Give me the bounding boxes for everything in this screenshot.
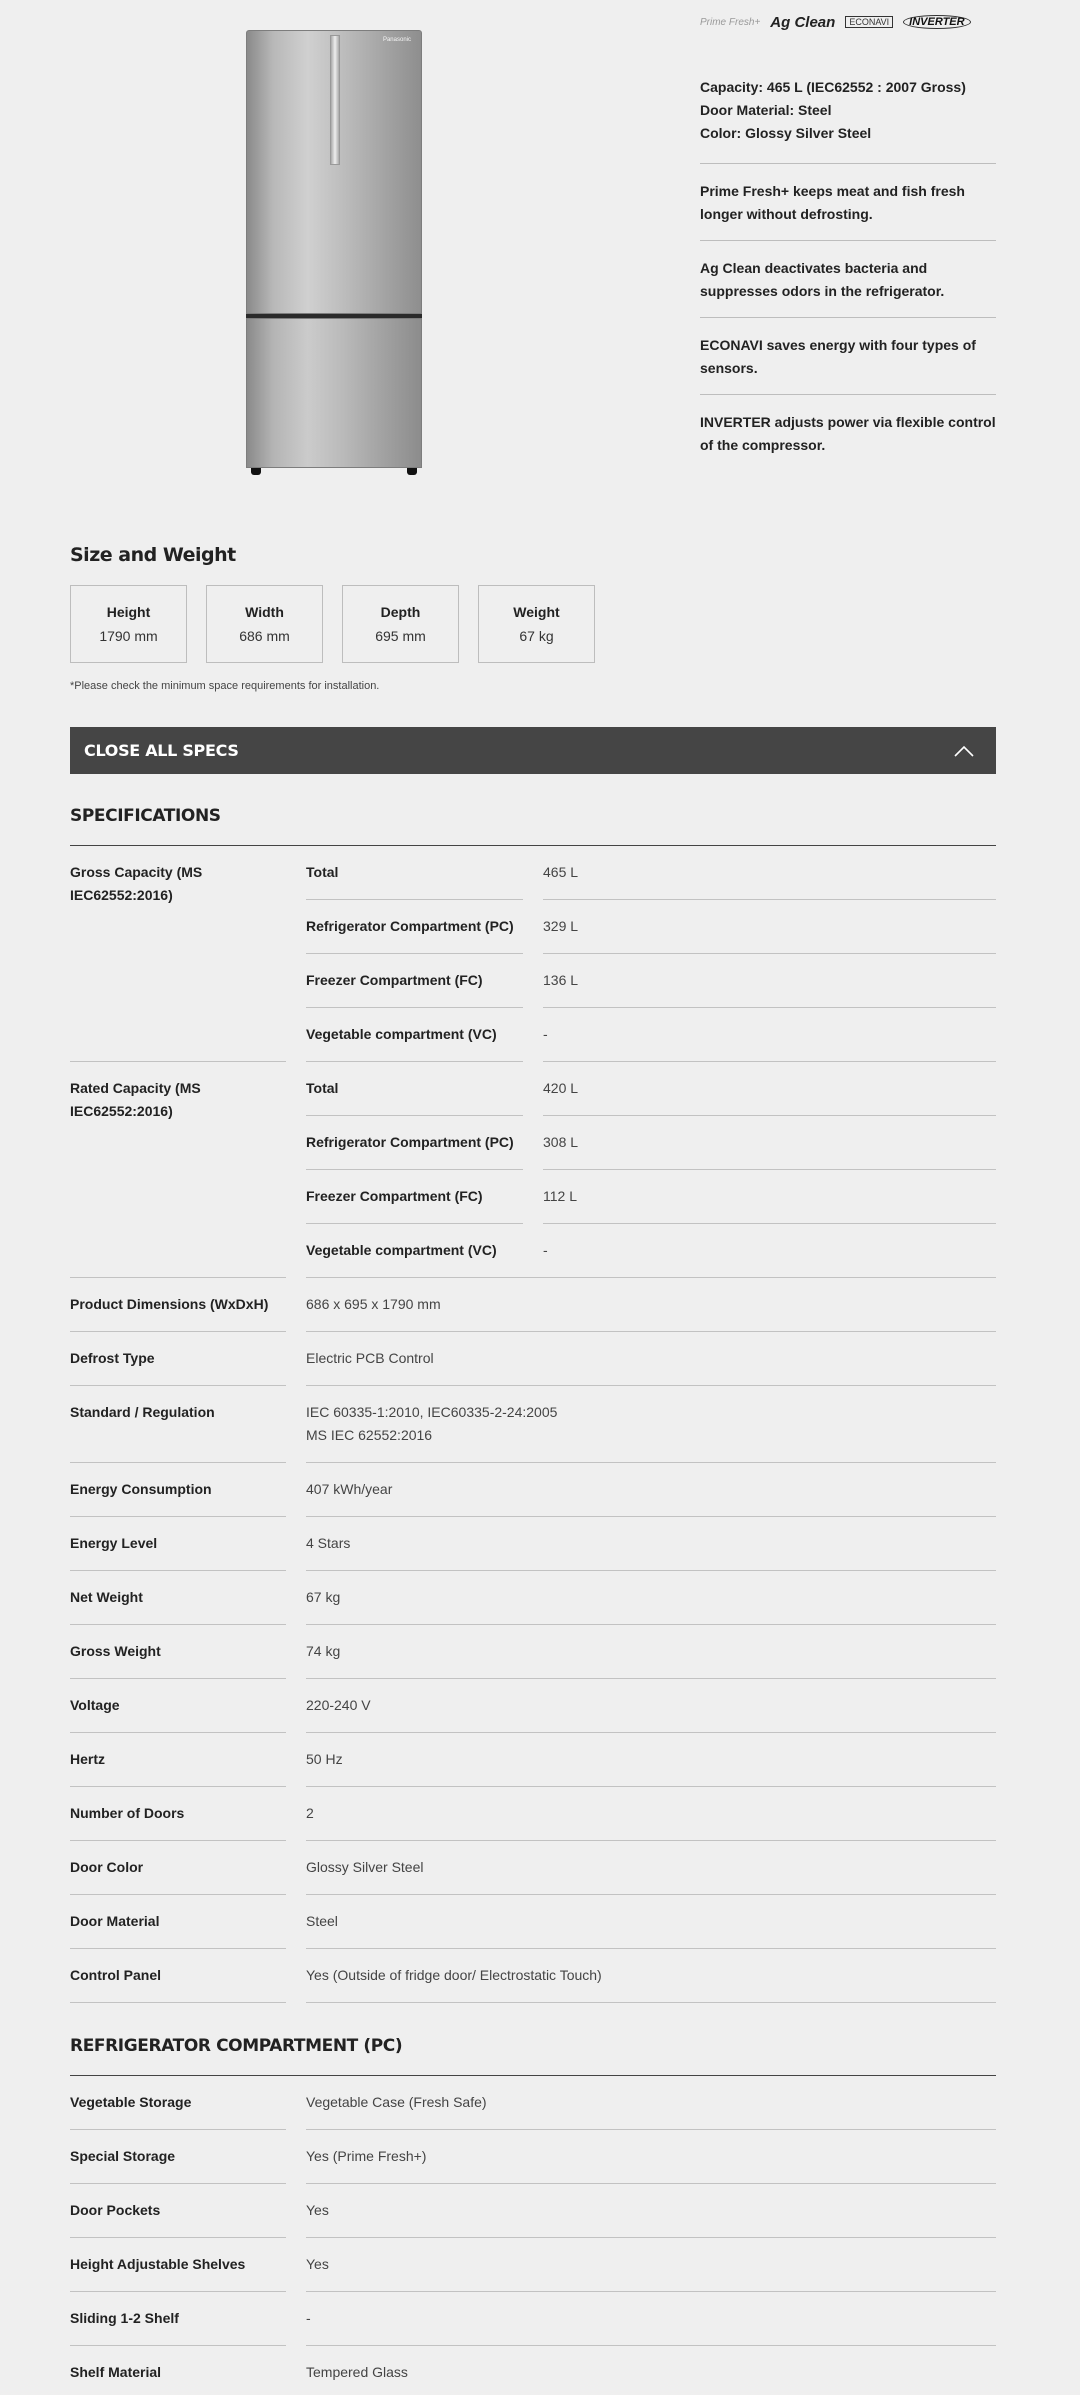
- econavi-logo: ECONAVI: [845, 16, 893, 28]
- spec-value: 67 kg: [306, 1589, 341, 1605]
- row-divider: [543, 1223, 996, 1224]
- spec-sublabel: Vegetable compartment (VC): [306, 1242, 497, 1258]
- gross-capacity-label: Gross Capacity (MS IEC62552:2016): [70, 864, 203, 903]
- spec-value: Tempered Glass: [306, 2364, 408, 2380]
- size-weight-boxes: [70, 585, 595, 663]
- row-divider: [306, 1169, 523, 1170]
- spec-label: Door Color: [70, 1859, 144, 1875]
- refrigerator-upper-door: [246, 30, 422, 314]
- spec-label: Product Dimensions (WxDxH): [70, 1296, 269, 1312]
- spec-label: Height Adjustable Shelves: [70, 2256, 246, 2272]
- spec-value: -: [543, 1026, 548, 1042]
- spec-row: [70, 1625, 996, 1679]
- fridge-foot: [407, 468, 417, 475]
- spec-label: Vegetable Storage: [70, 2094, 192, 2110]
- depth-value: 695 mm: [375, 628, 426, 644]
- refrigerator-lower-door: [246, 318, 422, 468]
- spec-label: Hertz: [70, 1751, 106, 1767]
- spec-label: Voltage: [70, 1697, 120, 1713]
- depth-box: [342, 585, 459, 663]
- spec-label: Sliding 1-2 Shelf: [70, 2310, 179, 2326]
- row-divider: [306, 1223, 523, 1224]
- weight-box: [478, 585, 595, 663]
- spec-label: Special Storage: [70, 2148, 176, 2164]
- spec-label: Net Weight: [70, 1589, 143, 1605]
- spec-row: [70, 1332, 996, 1386]
- feature-item: ECONAVI saves energy with four types of sensors.: [700, 317, 996, 394]
- spec-value-line2: MS IEC 62552:2016: [306, 1427, 433, 1443]
- spec-value: 2: [306, 1805, 314, 1821]
- spec-label: Door Material: [70, 1913, 160, 1929]
- spec-value: IEC 60335-1:2010, IEC60335-2-24:2005: [306, 1404, 558, 1420]
- spec-row: [70, 2184, 996, 2238]
- spec-value: 220-240 V: [306, 1697, 371, 1713]
- row-divider: [70, 2002, 286, 2003]
- brand-label: Panasonic: [382, 37, 411, 43]
- rated-capacity-label: Rated Capacity (MS IEC62552:2016): [70, 1080, 201, 1119]
- row-divider: [543, 1115, 996, 1116]
- spec-label: Gross Weight: [70, 1643, 161, 1659]
- row-divider: [306, 1007, 523, 1008]
- door-material-line: Door Material: Steel: [700, 102, 832, 118]
- spec-row: [70, 1895, 996, 1949]
- spec-row: [70, 2130, 996, 2184]
- spec-value: 420 L: [543, 1080, 579, 1096]
- color-line: Color: Glossy Silver Steel: [700, 125, 872, 141]
- spec-label: Shelf Material: [70, 2364, 162, 2380]
- spec-row: [70, 1386, 996, 1463]
- close-all-specs-button[interactable]: [70, 727, 996, 774]
- spec-value: 74 kg: [306, 1643, 341, 1659]
- specifications-title: SPECIFICATIONS: [70, 806, 221, 826]
- refrigerator-image: [246, 30, 422, 475]
- door-handle: [330, 35, 340, 165]
- width-value: 686 mm: [239, 628, 290, 644]
- installation-note: *Please check the minimum space requirements for installation.: [70, 680, 380, 692]
- spec-label: Standard / Regulation: [70, 1404, 215, 1420]
- height-value: 1790 mm: [99, 628, 158, 644]
- weight-label: Weight: [513, 604, 560, 620]
- spec-row: [70, 2346, 996, 2395]
- row-divider: [306, 953, 523, 954]
- spec-label: Door Pockets: [70, 2202, 161, 2218]
- spec-sublabel: Refrigerator Compartment (PC): [306, 918, 514, 934]
- spec-value: -: [543, 1242, 548, 1258]
- spec-value: Steel: [306, 1913, 338, 1929]
- spec-row: [70, 1463, 996, 1517]
- spec-value: Glossy Silver Steel: [306, 1859, 424, 1875]
- spec-value: Yes: [306, 2202, 329, 2218]
- spec-row: [70, 2292, 996, 2346]
- spec-value: 407 kWh/year: [306, 1481, 393, 1497]
- spec-sublabel: Freezer Compartment (FC): [306, 1188, 483, 1204]
- spec-value: 50 Hz: [306, 1751, 343, 1767]
- fridge-foot: [251, 468, 261, 475]
- capacity-line: Capacity: 465 L (IEC62552 : 2007 Gross): [700, 79, 966, 95]
- product-summary: [700, 76, 996, 471]
- spec-value: 4 Stars: [306, 1535, 351, 1551]
- spec-sublabel: Refrigerator Compartment (PC): [306, 1134, 514, 1150]
- gross-capacity-group: [70, 846, 996, 1062]
- spec-value: Yes (Prime Fresh+): [306, 2148, 427, 2164]
- spec-value: Electric PCB Control: [306, 1350, 434, 1366]
- size-weight-title: Size and Weight: [70, 544, 236, 566]
- spec-row: [70, 1679, 996, 1733]
- row-divider: [543, 1007, 996, 1008]
- spec-row: [70, 1787, 996, 1841]
- spec-row: [70, 1733, 996, 1787]
- feature-item: Prime Fresh+ keeps meat and fish fresh longer without defrosting.: [700, 163, 996, 240]
- spec-sublabel: Freezer Compartment (FC): [306, 972, 483, 988]
- prime-fresh-logo: Prime Fresh+: [700, 16, 761, 28]
- spec-label: Control Panel: [70, 1967, 162, 1983]
- spec-value: Vegetable Case (Fresh Safe): [306, 2094, 487, 2110]
- spec-value: Yes: [306, 2256, 329, 2272]
- row-divider: [306, 899, 523, 900]
- spec-value: 329 L: [543, 918, 579, 934]
- spec-sublabel: Total: [306, 1080, 339, 1096]
- ag-clean-logo: Ag Clean: [770, 13, 836, 31]
- spec-row: [70, 1278, 996, 1332]
- row-divider: [543, 953, 996, 954]
- row-divider: [306, 2002, 996, 2003]
- spec-row: [70, 2238, 996, 2292]
- chevron-up-icon: [954, 742, 974, 762]
- spec-row: [70, 1571, 996, 1625]
- row-divider: [543, 899, 996, 900]
- spec-sublabel: Vegetable compartment (VC): [306, 1026, 497, 1042]
- spec-row: [70, 1517, 996, 1571]
- height-label: Height: [106, 604, 151, 620]
- product-hero: [0, 0, 1080, 500]
- spec-row: [70, 1949, 996, 2003]
- spec-value: 112 L: [543, 1188, 577, 1204]
- key-specs: [700, 76, 996, 163]
- spec-value: 136 L: [543, 972, 579, 988]
- width-label: Width: [245, 604, 284, 620]
- spec-label: Number of Doors: [70, 1805, 185, 1821]
- feature-item: INVERTER adjusts power via flexible control of the compressor.: [700, 394, 996, 471]
- feature-logos: [700, 12, 1000, 32]
- inverter-logo: INVERTER: [903, 15, 970, 29]
- width-box: [206, 585, 323, 663]
- close-all-specs-label: CLOSE ALL SPECS: [84, 741, 239, 760]
- spec-label: Energy Consumption: [70, 1481, 212, 1497]
- row-divider: [306, 1115, 523, 1116]
- spec-value: Yes (Outside of fridge door/ Electrostatic Touch): [306, 1967, 602, 1983]
- spec-value: -: [306, 2310, 311, 2326]
- refrigerator-compartment-title: REFRIGERATOR COMPARTMENT (PC): [70, 2036, 403, 2056]
- spec-label: Defrost Type: [70, 1350, 155, 1366]
- spec-row: [70, 2076, 996, 2130]
- spec-sublabel: Total: [306, 864, 339, 880]
- spec-label: Energy Level: [70, 1535, 158, 1551]
- weight-value: 67 kg: [519, 628, 554, 644]
- spec-value: 686 x 695 x 1790 mm: [306, 1296, 441, 1312]
- spec-value: 465 L: [543, 864, 579, 880]
- height-box: [70, 585, 187, 663]
- row-divider: [543, 1169, 996, 1170]
- rated-capacity-group: [70, 1062, 996, 1278]
- depth-label: Depth: [380, 604, 421, 620]
- spec-row: [70, 1841, 996, 1895]
- feature-item: Ag Clean deactivates bacteria and suppresses odors in the refrigerator.: [700, 240, 996, 317]
- spec-value: 308 L: [543, 1134, 579, 1150]
